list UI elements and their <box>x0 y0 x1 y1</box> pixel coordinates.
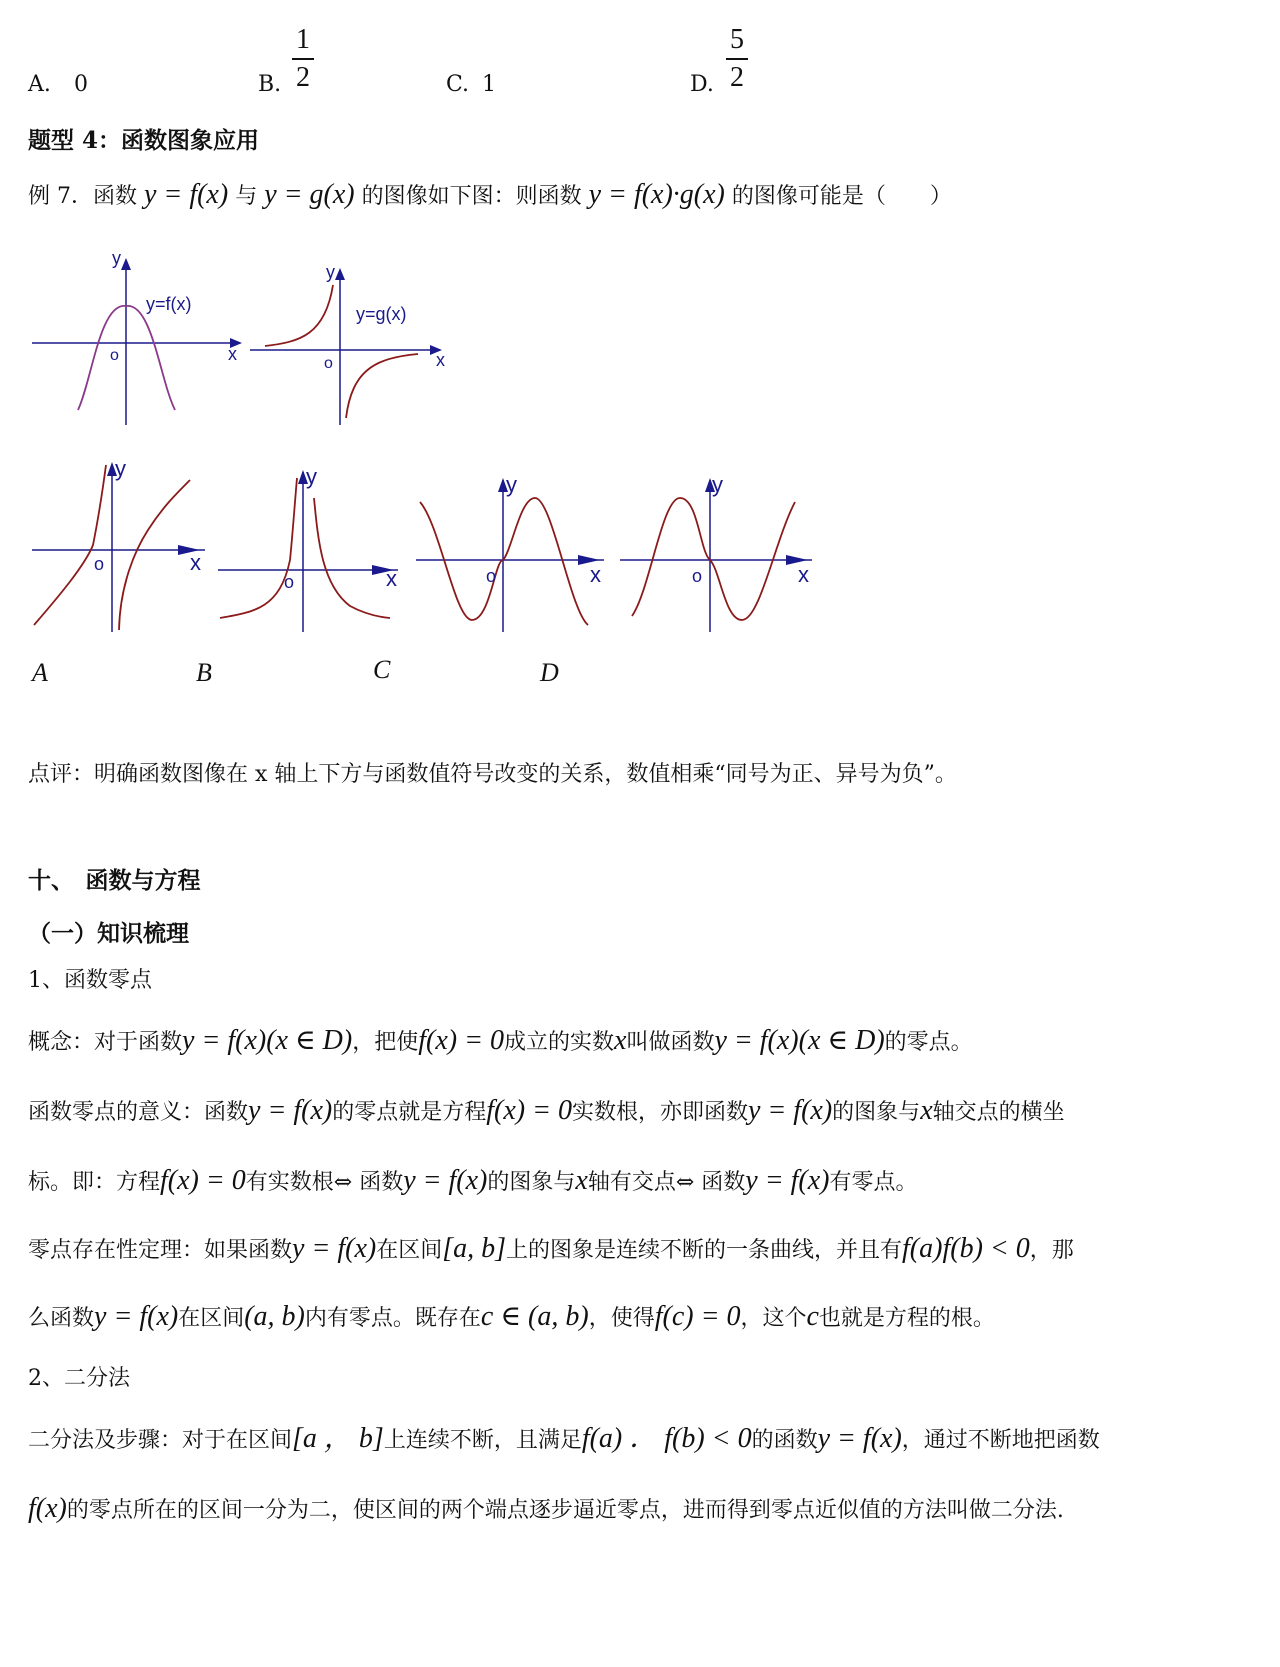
theorem2-p5: ，这个 <box>740 1306 807 1331</box>
graph-f-y-label: y <box>112 248 121 268</box>
bisection-p3: 的函数 <box>751 1428 818 1453</box>
theorem-p2: 在区间 <box>376 1238 443 1263</box>
graph-b-origin: o <box>284 572 295 592</box>
meaning-m1: y = f(x) <box>248 1095 333 1126</box>
example7-prefix: 例 7．函数 <box>28 184 137 209</box>
graph-f-x-label: x <box>228 344 237 364</box>
bisection-m2: f(a) ． f(b) < 0 <box>581 1423 752 1454</box>
example7-fg: y = f(x)·g(x) <box>588 179 725 210</box>
theorem2-m5: c <box>806 1301 819 1332</box>
item1-title: 1、函数零点 <box>28 968 152 993</box>
theorem-p4: ，那 <box>1029 1238 1074 1263</box>
theorem2-line <box>28 1302 995 1334</box>
section4-title: 题型 4：函数图象应用 <box>28 127 260 154</box>
graph-g-y-label: y <box>326 262 335 282</box>
option-b-label: B. <box>258 72 282 97</box>
option-d-denominator: 2 <box>730 62 744 93</box>
theorem2-m4: f(c) = 0 <box>654 1301 741 1332</box>
choice-label-a: A <box>32 658 48 687</box>
graph-choice-b <box>218 464 398 632</box>
option-d-numerator: 5 <box>730 24 744 55</box>
graph-c-curve <box>420 498 588 625</box>
graph-choice-c <box>416 472 604 632</box>
graph-c-y-label: y <box>506 472 517 497</box>
option-b-denominator: 2 <box>296 62 310 93</box>
meaning-m4: x <box>920 1095 933 1126</box>
example7-mid: 的图像如下图：则函数 <box>361 184 582 209</box>
option-b-numerator: 1 <box>296 24 310 55</box>
graph-a-curve-right <box>119 480 190 630</box>
example7-line <box>28 180 952 212</box>
meaning2-m4: y = f(x) <box>745 1165 830 1196</box>
example7-and: 与 <box>235 184 258 209</box>
theorem2-p1: 么函数 <box>28 1306 95 1331</box>
option-d-label: D. <box>690 72 714 97</box>
graph-g-label: y=g(x) <box>356 304 407 324</box>
example7-f: y = f(x) <box>144 179 229 210</box>
concept-m3: x <box>614 1025 627 1056</box>
choice-label-d: D <box>540 658 559 687</box>
theorem-line <box>28 1234 1074 1266</box>
theorem2-p6: 也就是方程的根。 <box>818 1306 995 1331</box>
example7-suffix: 的图像可能是（ ） <box>731 184 952 209</box>
graph-choice-d <box>620 472 812 632</box>
theorem-p1: 零点存在性定理：如果函数 <box>28 1238 293 1263</box>
function-graphs <box>0 240 880 710</box>
meaning-p2: 的零点就是方程 <box>332 1100 487 1125</box>
bisection-p1: 二分法及步骤：对于在区间 <box>28 1428 293 1453</box>
graph-g-curve-right <box>346 354 418 418</box>
example7-g: y = g(x) <box>264 179 355 210</box>
comment-text: 点评：明确函数图像在 x 轴上下方与函数值符号改变的关系，数值相乘“同号为正、异号为负”。 <box>28 762 957 787</box>
concept-m2: f(x) = 0 <box>418 1025 504 1056</box>
graph-d-curve <box>632 498 795 620</box>
meaning-line <box>28 1096 1065 1128</box>
concept-p4: 叫做函数 <box>626 1030 715 1055</box>
theorem-m1: y = f(x) <box>292 1233 377 1264</box>
graph-a-origin: o <box>94 554 105 574</box>
bisection2-m1: f(x) <box>28 1493 67 1524</box>
graph-g <box>250 262 445 425</box>
meaning-p4: 的图象与 <box>832 1100 921 1125</box>
meaning2-p5: 有零点。 <box>829 1170 918 1195</box>
graph-g-origin: o <box>324 355 333 372</box>
theorem-m2: [a, b] <box>442 1233 507 1264</box>
meaning2-p1: 标。即：方程 <box>28 1170 161 1195</box>
graph-a-curve-left <box>34 465 106 625</box>
meaning-p1: 函数零点的意义：函数 <box>28 1100 249 1125</box>
concept-m4: y = f(x)(x ∈ D) <box>714 1025 885 1056</box>
option-d-fraction <box>726 24 748 94</box>
concept-m1: y = f(x)(x ∈ D) <box>182 1025 353 1056</box>
concept-p3: 成立的实数 <box>503 1030 614 1055</box>
theorem2-m1: y = f(x) <box>94 1301 179 1332</box>
graph-d-x-label: x <box>798 562 809 587</box>
theorem-p3: 上的图象是连续不断的一条曲线，并且有 <box>506 1238 903 1263</box>
graph-b-y-label: y <box>306 464 317 489</box>
meaning-p3: 实数根，亦即函数 <box>571 1100 748 1125</box>
graph-b-x-label: x <box>386 566 397 591</box>
theorem2-p3: 内有零点。既存在 <box>304 1306 481 1331</box>
graph-g-curve-left <box>265 285 333 346</box>
meaning2-p3: 的图象与 <box>487 1170 576 1195</box>
meaning-p5: 轴交点的横坐 <box>932 1100 1065 1125</box>
bisection-line <box>28 1424 1100 1456</box>
section10-title: 十、 函数与方程 <box>28 867 201 894</box>
bisection-p4: ，通过不断地把函数 <box>901 1428 1100 1453</box>
concept-p5: 的零点。 <box>884 1030 973 1055</box>
graph-a-x-label: x <box>190 550 201 575</box>
meaning-m3: y = f(x) <box>747 1095 833 1126</box>
option-c-label: C. <box>446 72 470 97</box>
bisection-m1: [a ， b] <box>292 1423 384 1454</box>
option-a-value: 0 <box>74 72 88 97</box>
graph-c-x-label: x <box>590 562 601 587</box>
graph-a-y-label: y <box>115 456 126 481</box>
meaning2-p2: 有实数根⇔ 函数 <box>245 1170 404 1195</box>
meaning2-line <box>28 1166 917 1198</box>
choice-label-c: C <box>373 655 391 684</box>
meaning2-m1: f(x) = 0 <box>160 1165 246 1196</box>
graph-f-y-arrow <box>121 258 131 270</box>
graph-f-origin: o <box>110 347 119 364</box>
subsection1-title: （一）知识梳理 <box>28 920 189 947</box>
bisection2-p1: 的零点所在的区间一分为二，使区间的两个端点逐步逼近零点，进而得到零点近似值的方法叫做二分法. <box>66 1498 1064 1523</box>
graph-b-curve-right <box>314 498 390 618</box>
bisection-m3: y = f(x) <box>817 1423 902 1454</box>
option-b-fraction <box>292 24 314 94</box>
theorem2-m3: c ∈ (a, b) <box>480 1301 589 1332</box>
graph-choice-a <box>32 456 205 632</box>
option-a-label: A. <box>28 72 51 97</box>
graph-d-y-label: y <box>712 472 723 497</box>
meaning2-p4: 轴有交点⇔ 函数 <box>587 1170 746 1195</box>
option-c-value: 1 <box>482 72 496 97</box>
bisection-p2: 上连续不断，且满足 <box>383 1428 582 1453</box>
theorem-m3: f(a)f(b) < 0 <box>902 1233 1030 1264</box>
choice-label-b: B <box>196 658 212 687</box>
theorem2-p4: ，使得 <box>588 1306 655 1331</box>
concept-p1: 概念：对于函数 <box>28 1030 183 1055</box>
bisection2-line <box>28 1494 1064 1526</box>
concept-line <box>28 1026 973 1058</box>
meaning2-m3: x <box>575 1165 588 1196</box>
concept-p2: ，把使 <box>352 1030 419 1055</box>
graph-b-curve-left <box>220 478 297 618</box>
meaning-m2: f(x) = 0 <box>486 1095 572 1126</box>
graph-f <box>32 248 242 425</box>
meaning2-m2: y = f(x) <box>403 1165 488 1196</box>
theorem2-p2: 在区间 <box>178 1306 245 1331</box>
graph-c-origin: o <box>486 566 497 586</box>
theorem2-m2: (a, b) <box>244 1301 305 1332</box>
graph-d-origin: o <box>692 566 703 586</box>
item2-title: 2、二分法 <box>28 1366 130 1391</box>
graph-f-label: y=f(x) <box>146 294 192 314</box>
graph-g-y-arrow <box>335 268 345 280</box>
graph-g-x-label: x <box>436 350 445 370</box>
